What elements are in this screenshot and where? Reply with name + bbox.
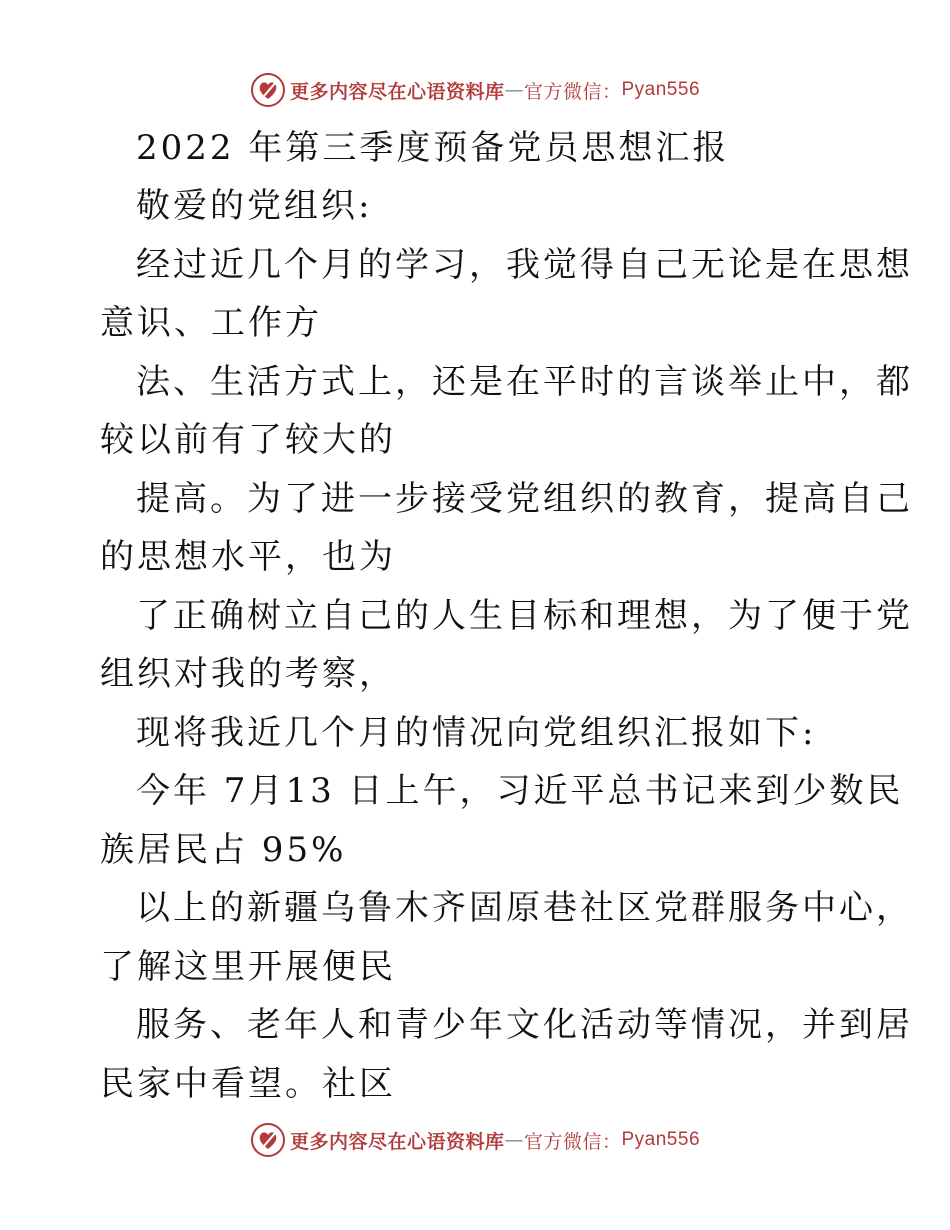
footer-watermark	[0, 1120, 950, 1160]
paragraph-line: 法、生活方式上，还是在平时的言谈举止中，都	[136, 362, 913, 402]
watermark-separator: —	[504, 79, 524, 101]
paragraph-line: 服务、老年人和青少年文化活动等情况，并到居	[136, 1005, 913, 1045]
watermark-site-text: 更多内容尽在心语资料库	[289, 1130, 505, 1153]
header-watermark	[0, 70, 950, 110]
paragraph-line: 经过近几个月的学习，我觉得自己无论是在思想	[136, 245, 913, 285]
paragraph-line: 的思想水平，也为	[100, 537, 396, 577]
paragraph-line: 民家中看望。社区	[100, 1064, 396, 1104]
paragraph-line: 组织对我的考察，	[100, 654, 396, 694]
watermark-wechat-label: 官方微信：	[523, 1130, 622, 1153]
watermark-wechat-label: 官方微信：	[523, 80, 622, 103]
heart-pen-logo-icon	[250, 1122, 286, 1158]
paragraph-line: 提高。为了进一步接受党组织的教育，提高自己	[136, 479, 913, 519]
watermark-wechat-id: Pyan556	[621, 79, 701, 100]
paragraph-line: 了解这里开展便民	[100, 947, 396, 987]
watermark-separator: —	[504, 1129, 524, 1151]
document-salutation: 敬爱的党组织:	[136, 186, 373, 226]
paragraph-line: 较以前有了较大的	[100, 420, 396, 460]
heart-pen-logo-icon	[250, 72, 286, 108]
document-title: 2022 年第三季度预备党员思想汇报	[136, 128, 730, 168]
paragraph-line: 今年 7月13 日上午，习近平总书记来到少数民	[136, 771, 904, 811]
paragraph-line: 族居民占 95%	[100, 830, 347, 870]
paragraph-line: 了正确树立自己的人生目标和理想，为了便于党	[136, 596, 913, 636]
paragraph-line: 现将我近几个月的情况向党组织汇报如下:	[136, 713, 817, 753]
watermark-site-text: 更多内容尽在心语资料库	[289, 80, 505, 103]
paragraph-line: 意识、工作方	[100, 303, 322, 343]
paragraph-line: 以上的新疆乌鲁木齐固原巷社区党群服务中心，	[136, 888, 913, 928]
watermark-wechat-id: Pyan556	[621, 1129, 701, 1150]
